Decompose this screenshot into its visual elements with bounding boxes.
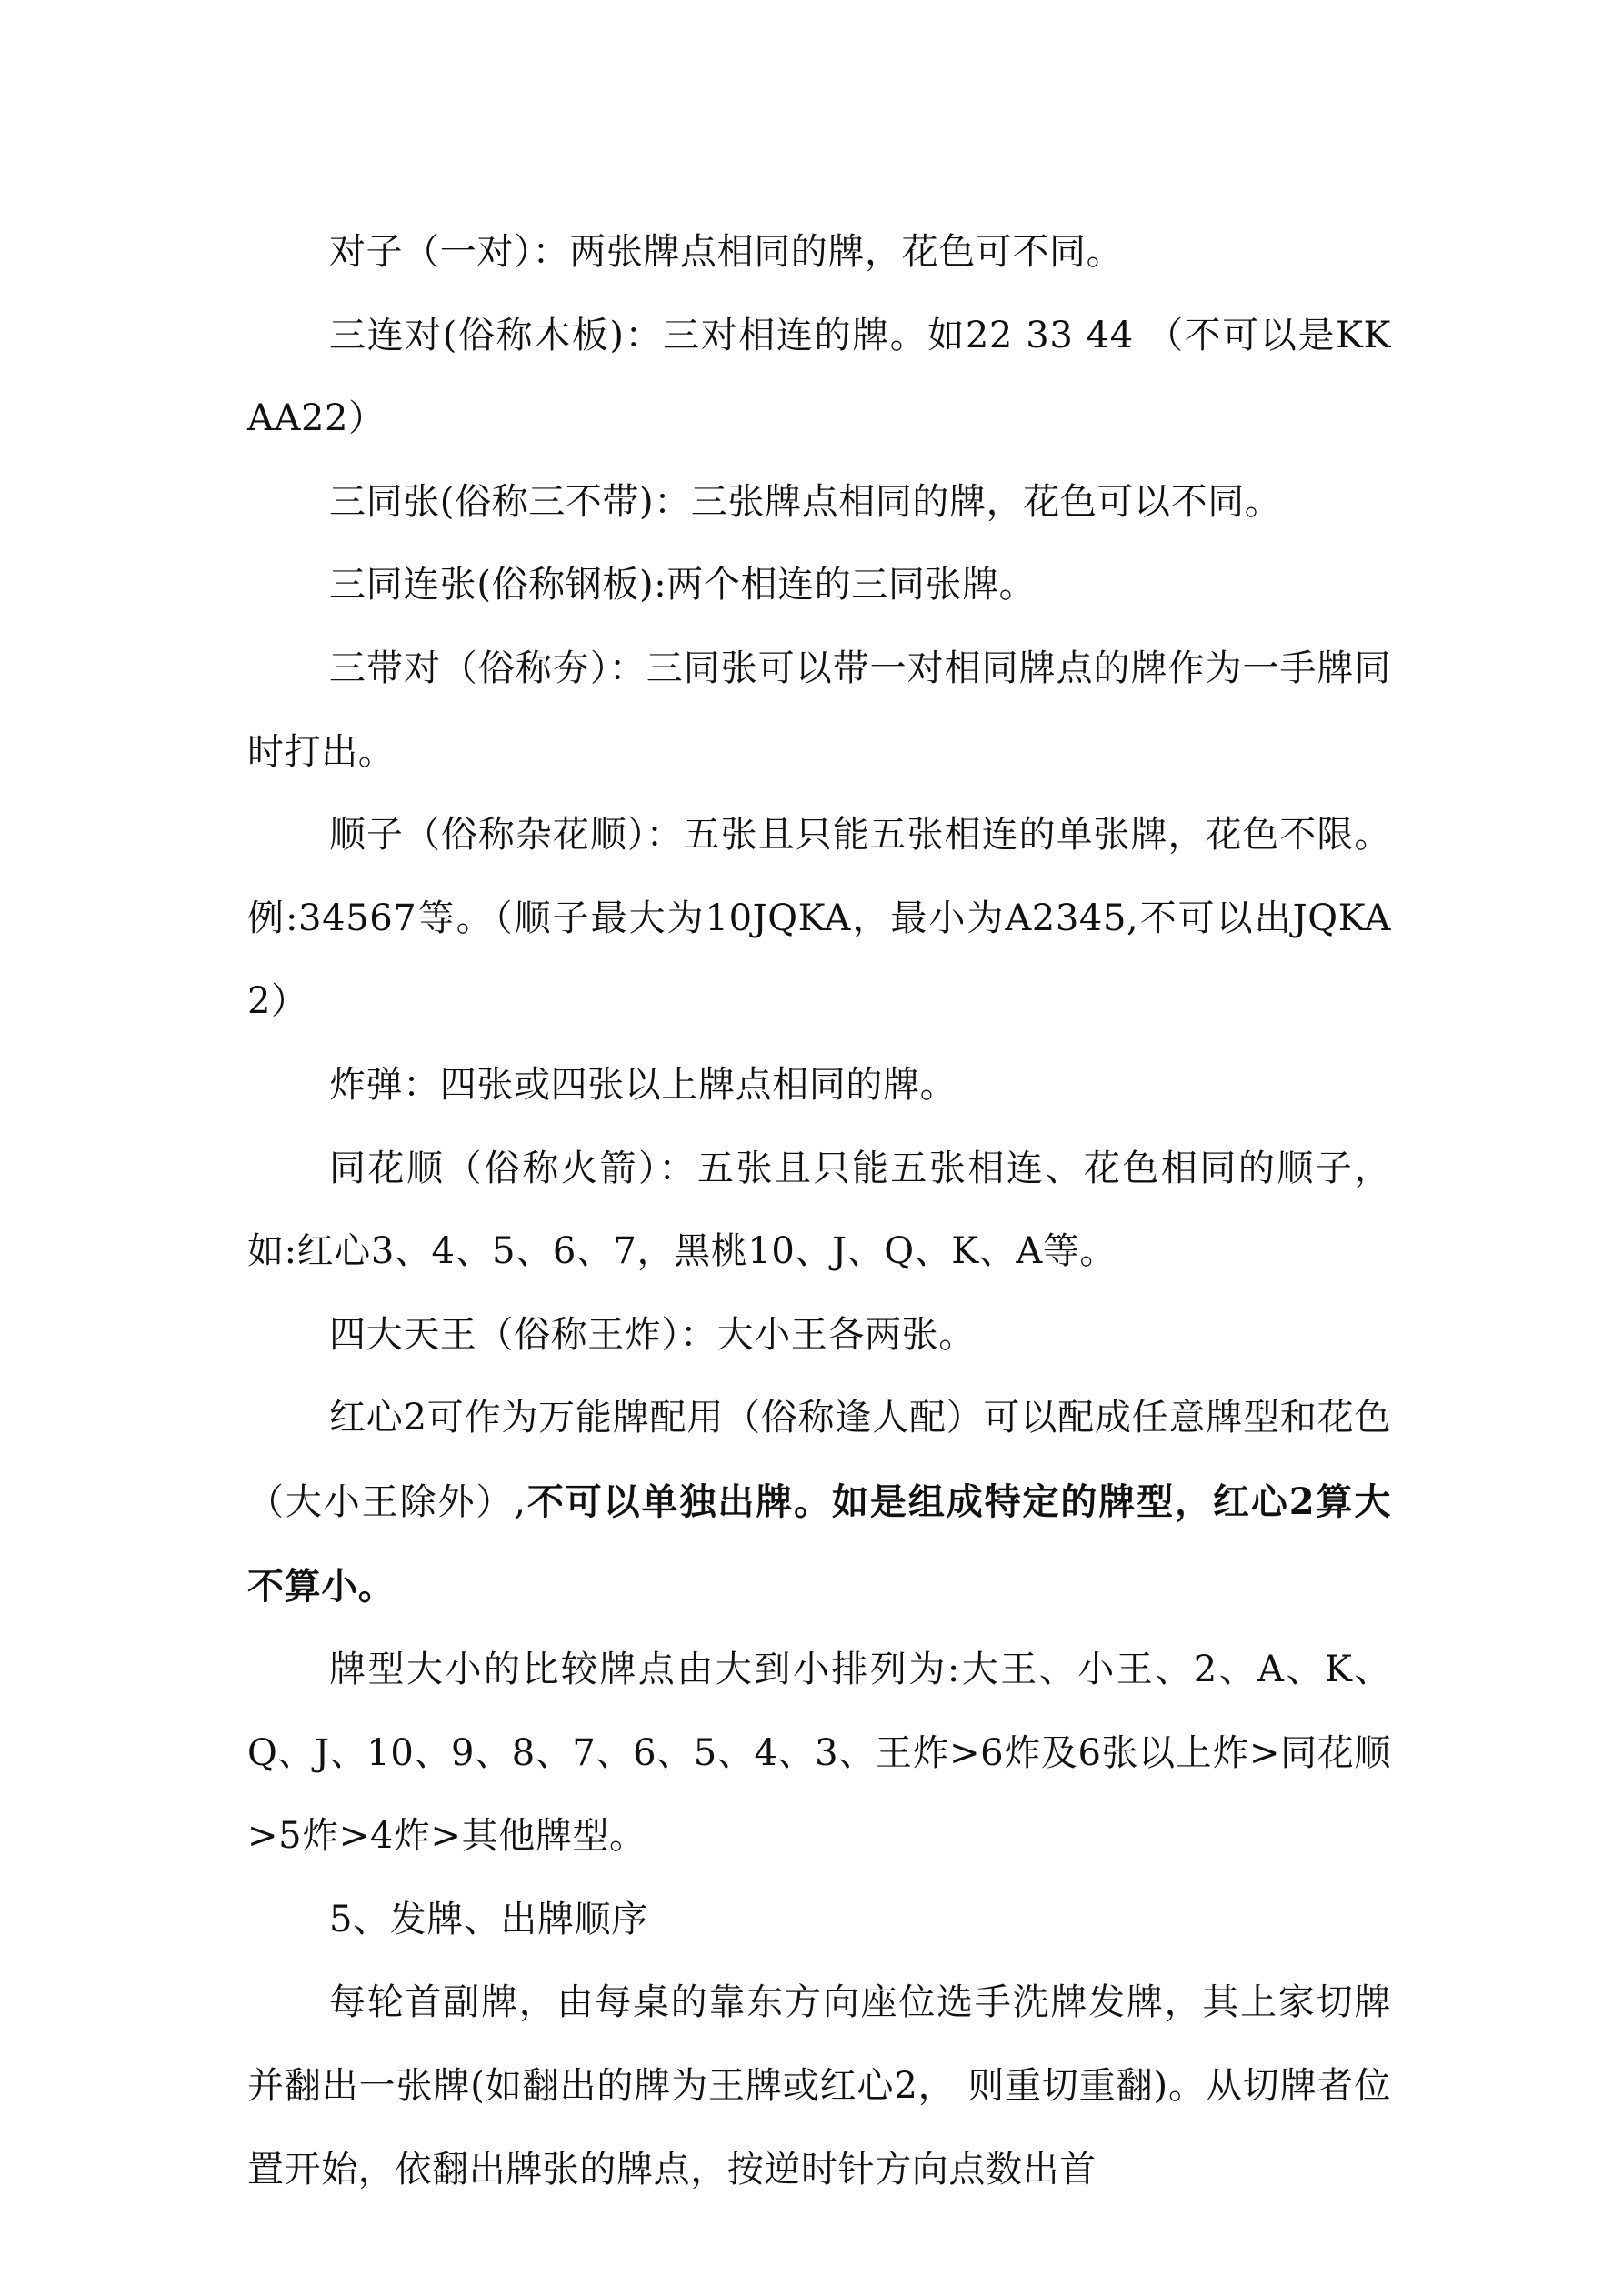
paragraph-three-of-a-kind: 三同张(俗称三不带)：三张牌点相同的牌，花色可以不同。 bbox=[329, 480, 1282, 523]
paragraph-consecutive-triples: 三同连张(俗称钢板):两个相连的三同张牌。 bbox=[329, 564, 1037, 607]
paragraph-dealing: 每轮首副牌，由每桌的靠东方向座位选手洗牌发牌，其上家切牌并翻出一张牌(如翻出的牌为王牌或红心2， 则重切重翻)。从切牌者位置开始，依翻出牌张的牌点，按逆时针方向点数出首 bbox=[247, 1981, 1391, 2191]
paragraph-full-house: 三带对（俗称夯）：三同张可以带一对相同牌点的牌作为一手牌同时打出。 bbox=[247, 647, 1391, 773]
document-body bbox=[247, 211, 1391, 2211]
paragraph-four-jokers: 四大天王（俗称王炸）：大小王各两张。 bbox=[329, 1313, 976, 1356]
paragraph-bomb: 炸弹：四张或四张以上牌点相同的牌。 bbox=[329, 1063, 957, 1106]
paragraph-three-consecutive-pairs: 三连对(俗称木板)：三对相连的牌。如22 33 44 （不可以是KKAA22） bbox=[247, 314, 1391, 440]
section-heading-dealing-order: 5、发牌、出牌顺序 bbox=[329, 1898, 648, 1940]
wild-card-bold-text: 不可以单独出牌。如是组成特定的牌型，红心2算大不算小。 bbox=[247, 1479, 1391, 1608]
paragraph-pair: 对子（一对）：两张牌点相同的牌，花色可不同。 bbox=[329, 231, 1124, 273]
paragraph-card-ranking: 牌型大小的比较牌点由大到小排列为:大王、小王、2、A、K、Q、J、10、9、8、7、6、5、4、3、王炸>6炸及6张以上炸>同花顺>5炸>4炸>其他牌型。 bbox=[247, 1649, 1391, 1858]
paragraph-straight: 顺子（俗称杂花顺）：五张且只能五张相连的单张牌，花色不限。例:34567等。（顺子最大为10JQKA，最小为A2345,不可以出JQKA2） bbox=[247, 814, 1391, 1023]
wild-card-regular-text: 红心2可作为万能牌配用（俗称逢人配）可以配成任意牌型和花色（大小王除外）, bbox=[247, 1397, 1391, 1523]
paragraph-wild-card bbox=[247, 1377, 1391, 1629]
paragraph-straight-flush: 同花顺（俗称火箭）：五张且只能五张相连、花色相同的顺子，如:红心3、4、5、6、7，黑桃10、J、Q、K、A等。 bbox=[247, 1147, 1391, 1273]
